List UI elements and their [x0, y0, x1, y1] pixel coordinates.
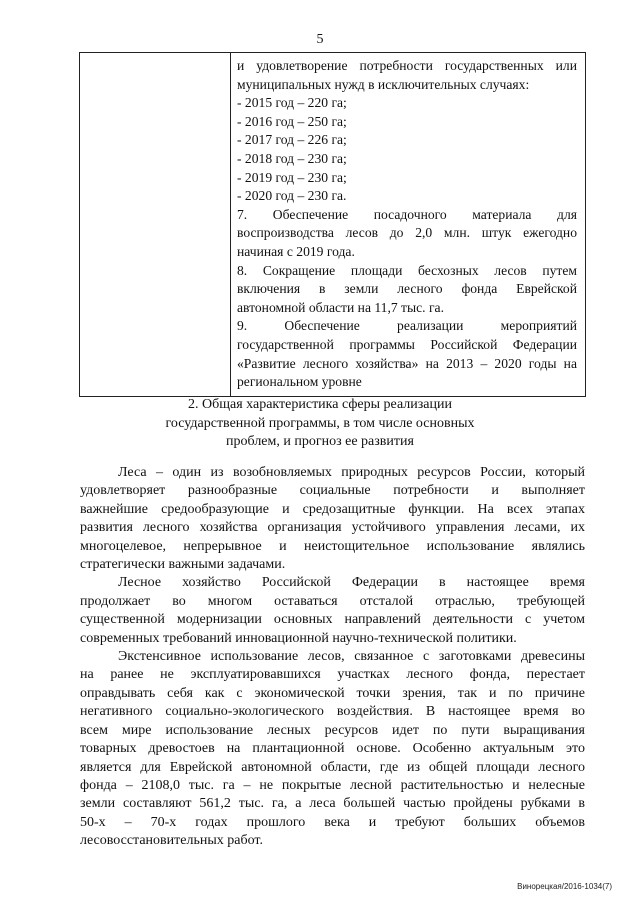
paragraph-line: негативного социально-экологического воздействия. В настоящее время во: [80, 704, 585, 720]
table-cell-line: включения в земли лесного фонда Еврейской: [237, 281, 577, 297]
table-cell-line: воспроизводства лесов до 2,0 млн. штук ежегодно: [237, 225, 577, 241]
table-cell-line: - 2018 год – 230 га;: [237, 150, 347, 166]
table-cell-line: начиная с 2019 года.: [237, 243, 355, 259]
paragraph-line: на ранее не эксплуатировавшихся участках лесного фонда, перестает: [80, 667, 585, 683]
table-cell-line: 9. Обеспечение реализации мероприятий: [237, 318, 577, 334]
paragraph-line: товарных древостоев на плантационной основе. Особенно актуальным это: [80, 741, 585, 757]
paragraph-line: продолжает во многом оставаться отсталой отраслью, требующей: [80, 593, 585, 609]
section-heading: [0, 396, 640, 452]
paragraph-line: лесовосстановительных работ.: [80, 833, 263, 849]
paragraph-line: оправдывать себя как с экономической точки зрения, так и по причине: [80, 685, 585, 701]
paragraph-line: земли составляют 561,2 тыс. га, а леса большей частью пройдены рубками в: [80, 796, 585, 812]
page-number: 5: [316, 32, 324, 47]
paragraph-line: стратегически важными задачами.: [80, 557, 286, 573]
table-cell-line: - 2016 год – 250 га;: [237, 113, 347, 129]
table-cell-line: муниципальных нужд в исключительных случаях:: [237, 76, 530, 92]
paragraph-line: всем мире использование лесных ресурсов идет по пути выращивания: [80, 722, 585, 738]
table-cell-line: - 2019 год – 230 га;: [237, 169, 347, 185]
section-heading-line: государственной программы, в том числе основных: [165, 415, 475, 431]
table-cell-line: «Развитие лесного хозяйства» на 2013 – 2020 годы на: [237, 355, 577, 371]
section-heading-line: 2. Общая характеристика сферы реализации: [188, 397, 452, 412]
paragraph-line: Экстенсивное использование лесов, связанное с заготовками древесины: [118, 649, 585, 665]
section-heading-line: проблем, и прогноз ее развития: [226, 434, 414, 449]
table-cell-line: автономной области на 11,7 тыс. га.: [237, 299, 444, 315]
table-cell-line: - 2015 год – 220 га;: [237, 95, 347, 111]
table-left-cell: [80, 53, 231, 397]
footer-document-code: Винорецкая/2016-1034(7): [517, 882, 612, 891]
table-cell-line: 8. Сокращение площади бесхозных лесов путем: [237, 262, 577, 278]
continuation-table: [79, 52, 586, 397]
paragraph-line: существенной модернизации основных направлений деятельности с учетом: [80, 612, 585, 628]
table-cell-line: - 2017 год – 226 га;: [237, 132, 347, 148]
paragraph-line: удовлетворяет разнообразные социальные потребности и выполняет: [80, 483, 585, 499]
paragraph: [80, 648, 585, 850]
paragraph-line: 50-х – 70-х годах прошлого века и требуют больших объемов: [80, 814, 585, 830]
table-cell-line: 7. Обеспечение посадочного материала для: [237, 206, 577, 222]
paragraph-line: фонда – 2108,0 тыс. га – не покрытые лесной растительностью и нелесные: [80, 777, 585, 793]
paragraph-line: важнейшие средообразующие и средозащитные функции. На всех этапах: [80, 501, 585, 517]
paragraph-line: многоцелевое, непрерывное и неистощительное использование являлись: [80, 538, 585, 554]
table-cell-line: - 2020 год – 230 га.: [237, 188, 347, 204]
paragraph-line: развития лесного хозяйства организация устойчивого управления лесами, их: [80, 520, 585, 536]
table-cell-line: государственной программы Российской Федерации: [237, 336, 577, 352]
paragraph-line: Леса – один из возобновляемых природных ресурсов России, который: [118, 465, 585, 480]
paragraph-line: является для Еврейской автономной области, где из общей площади лесного: [80, 759, 585, 775]
paragraph: [80, 574, 585, 648]
table-cell-line: и удовлетворение потребности государственных или: [237, 58, 577, 73]
paragraph-line: Лесное хозяйство Российской Федерации в настоящее время: [118, 575, 585, 591]
table-right-cell: [231, 53, 586, 397]
paragraph: [80, 464, 585, 574]
paragraph-line: современных требований инновационной научно-технической политики.: [80, 630, 517, 646]
body-text: [80, 464, 585, 851]
table-row: [80, 53, 586, 397]
table-cell-line: региональном уровне: [237, 374, 362, 390]
